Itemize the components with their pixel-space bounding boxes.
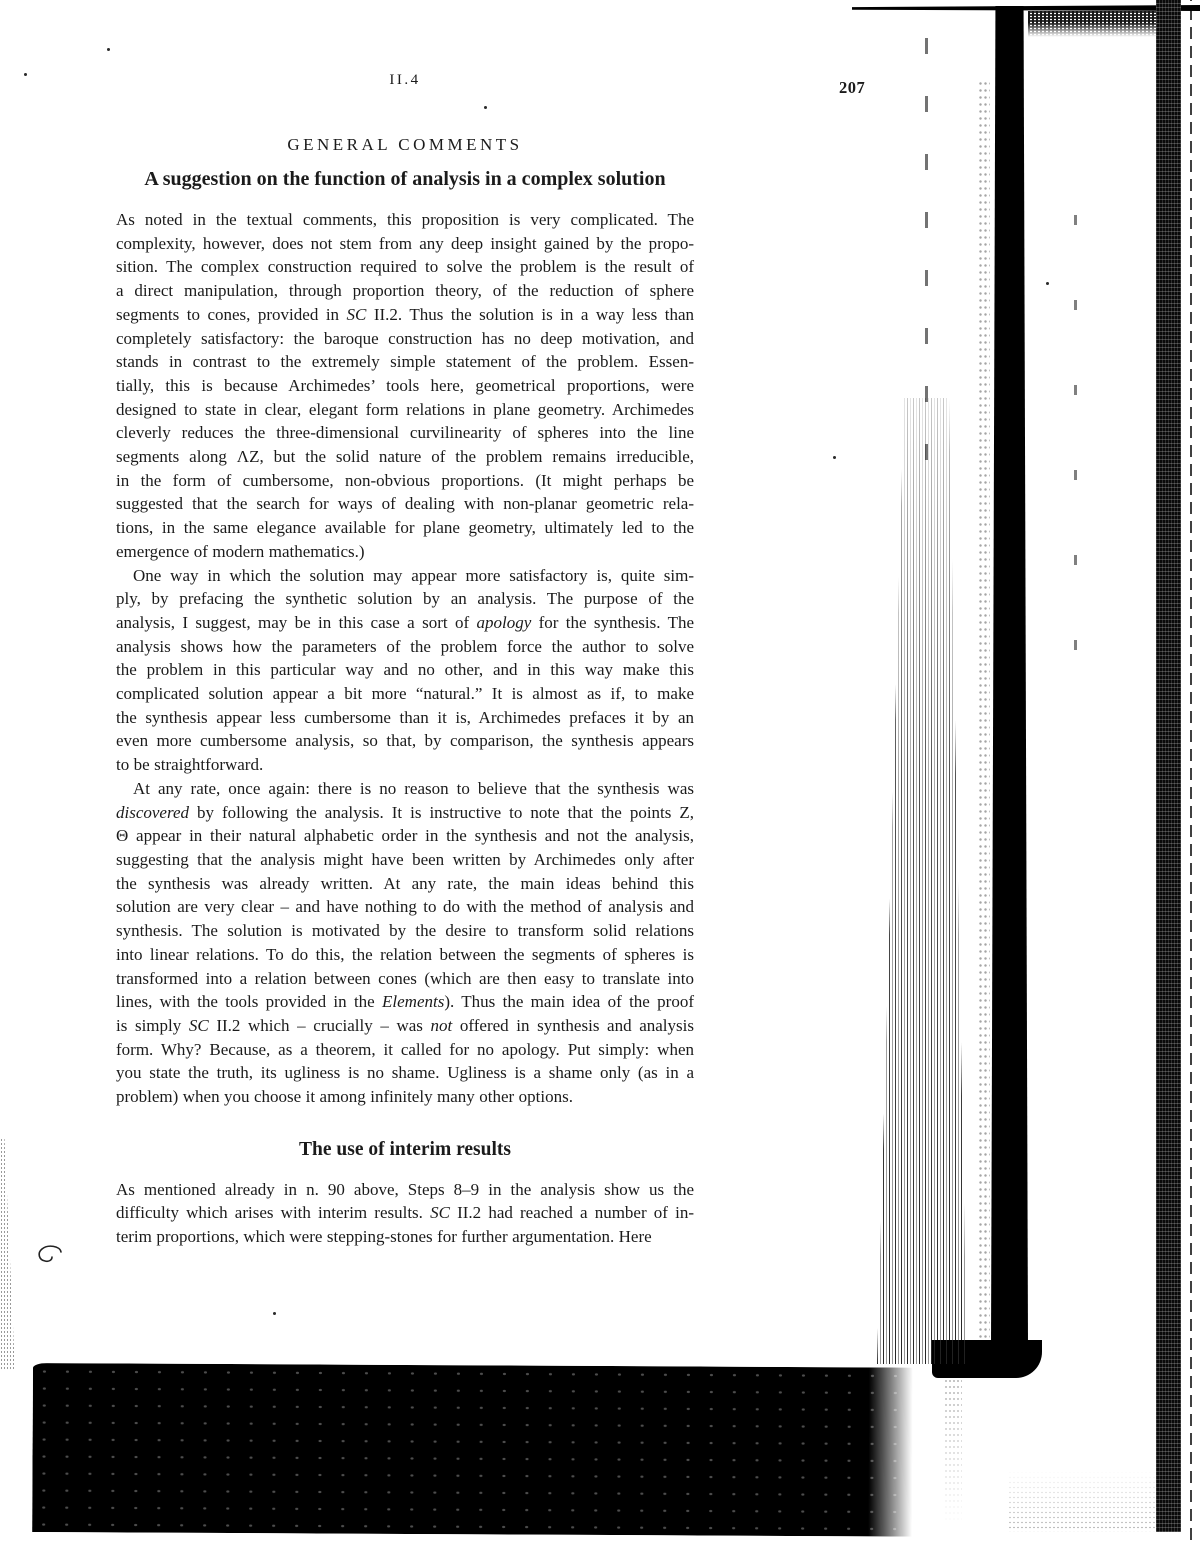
text-line: ply, by prefacing the synthetic solution by an analysis. The purpose of the [116, 589, 694, 609]
text-line: the synthesis appear less cumbersome than it is, Archimedes prefaces it by an [116, 707, 694, 727]
text-line: completely satisfactory: the baroque construction has no deep motivation, and [116, 328, 694, 348]
text-column [116, 72, 694, 1249]
text-line: terim proportions, which were stepping-stones for further argumentation. Here [116, 1227, 652, 1247]
text-line: to be straightforward. [116, 755, 264, 775]
margin-pen-mark [36, 1243, 66, 1273]
scan-gutter-shadow-foot [932, 1340, 1042, 1378]
text-line: As noted in the textual comments, this proposition is very complicated. The [116, 210, 694, 229]
text-line: At any rate, once again: there is no reason to believe that the synthesis was [133, 778, 694, 798]
paragraph [116, 777, 694, 1109]
scan-speck [273, 1312, 276, 1315]
scan-mid-dashed-line [1074, 150, 1077, 650]
text-line: lines, with the tools provided in the Elements). Thus the main idea of the proof [116, 992, 694, 1012]
text-line: suggested that the search for ways of dealing with non-planar geometric rela- [116, 494, 694, 514]
text-line: complexity, however, does not stem from any deep insight gained by the propo- [116, 233, 694, 253]
paragraph [116, 1178, 694, 1249]
text-line: stands in contrast to the extremely simple statement of the problem. Essen- [116, 352, 694, 372]
scan-right-dashed-line [1190, 0, 1192, 1540]
text-line: transformed into a relation between cones (which are then easy to translate into [116, 968, 694, 988]
scan-speck [1046, 282, 1049, 285]
text-line: cleverly reduces the three-dimensional curvilinearity of spheres into the line [116, 423, 694, 443]
text-line: analysis shows how the parameters of the problem force the author to solve [116, 636, 694, 656]
scan-top-edge-line [852, 5, 1200, 11]
scan-bottom-right-noise [1008, 1470, 1158, 1532]
text-line: sition. The complex construction required to solve the problem is the result of [116, 257, 694, 277]
scan-right-edge-band [1156, 0, 1181, 1532]
text-line: suggesting that the analysis might have been written by Archimedes only after [116, 849, 694, 869]
scan-left-edge-noise [0, 1138, 15, 1370]
text-line: problem) when you choose it among infinitely many other options. [116, 1087, 573, 1107]
text-line: the synthesis was already written. At any rate, the main ideas behind this [116, 873, 694, 893]
scan-dashed-line-left [925, 30, 928, 460]
text-line: you state the truth, its ugliness is no shame. Ugliness is a shame only (as in a [116, 1063, 694, 1083]
scan-speck [833, 456, 836, 459]
text-line: difficulty which arises with interim results. SC II.2 had reached a number of in- [116, 1203, 694, 1223]
text-line: form. Why? Because, as a theorem, it called for no apology. Put simply: when [116, 1039, 694, 1059]
section-2-body [116, 1178, 694, 1249]
scan-gutter-shadow [991, 6, 1028, 1346]
page-title: GENERAL COMMENTS [287, 135, 523, 154]
text-line: tially, this is because Archimedes’ tools here, geometrical proportions, were [116, 375, 694, 395]
scan-bottom-black-band [32, 1363, 913, 1537]
text-line: tions, in the same elegance available for plane geometry, ultimately led to the [116, 518, 694, 538]
paragraph [116, 564, 694, 777]
section-heading: The use of interim results [299, 1138, 511, 1160]
text-line: complicated solution appear a bit more “natural.” It is almost as if, to make [116, 684, 694, 704]
text-line: Θ appear in their natural alphabetic order in the synthesis and not the analysis, [116, 826, 694, 846]
scan-speckle-column [978, 80, 990, 1360]
text-line: even more cumbersome analysis, so that, by comparison, the synthesis appears [116, 731, 694, 751]
scan-speck [24, 73, 27, 76]
page-number: 207 [839, 78, 866, 97]
text-line: designed to state in clear, elegant form relations in plane geometry. Archimedes [116, 399, 694, 419]
page-subtitle: A suggestion on the function of analysis in a complex solution [144, 168, 666, 190]
scan-foot-speckle [944, 1378, 962, 1526]
text-line: a direct manipulation, through proportion theory, of the reduction of sphere [116, 281, 694, 301]
running-header-section-number: II.4 [389, 72, 421, 88]
text-line: emergence of modern mathematics.) [116, 541, 365, 561]
paragraph [116, 208, 694, 564]
section-1-body [116, 208, 694, 1109]
scan-top-corner-texture [1028, 11, 1170, 37]
text-line: synthesis. The solution is motivated by the desire to transform solid relations [116, 921, 694, 941]
text-line: in the form of cumbersome, non-obvious proportions. (It might perhaps be [116, 470, 694, 490]
text-line: the problem in this particular way and no other, and in this way make this [116, 660, 694, 680]
text-line: solution are very clear – and have nothing to do with the method of analysis and [116, 897, 694, 917]
text-line: As mentioned already in n. 90 above, Steps 8–9 in the analysis show us the [116, 1179, 694, 1199]
text-line: One way in which the solution may appear more satisfactory is, quite sim- [133, 565, 694, 585]
text-line: into linear relations. To do this, the relation between the segments of spheres is [116, 944, 694, 964]
text-line: discovered by following the analysis. It is instructive to note that the points Z, [116, 802, 694, 822]
scan-page-edge-stripes [877, 398, 967, 1364]
text-line: is simply SC II.2 which – crucially – was not offered in synthesis and analysis [116, 1015, 694, 1035]
text-line: analysis, I suggest, may be in this case a sort of apology for the synthesis. The [116, 612, 694, 632]
text-line: segments along ΛZ, but the solid nature of the problem remains irreducible, [116, 447, 694, 467]
scan-speck [107, 48, 110, 51]
text-line: segments to cones, provided in SC II.2. Thus the solution is in a way less than [116, 304, 694, 324]
